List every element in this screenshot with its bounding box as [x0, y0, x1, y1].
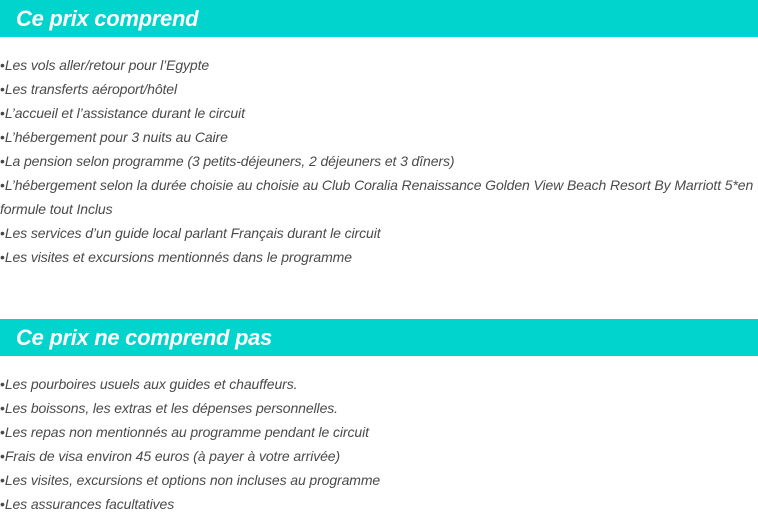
list-item: • Les repas non mentionnés au programme pendant le circuit: [0, 420, 758, 444]
included-title: Ce prix comprend: [16, 5, 199, 31]
list-item: • L’hébergement pour 3 nuits au Caire: [0, 125, 758, 149]
list-item: • L’accueil et l’assistance durant le circuit: [0, 101, 758, 125]
list-item: • Les vols aller/retour pour l’Egypte: [0, 53, 758, 77]
included-list: [0, 53, 758, 269]
list-item: • Les pourboires usuels aux guides et chauffeurs.: [0, 372, 758, 396]
list-item: • Les visites et excursions mentionnés dans le programme: [0, 245, 758, 269]
list-item: • L’hébergement selon la durée choisie au choisie au Club Coralia Renaissance Golden View Beach Resort By Marriott 5*en formule tout Inclus: [0, 173, 758, 221]
excluded-section: [0, 319, 758, 516]
list-item: • Frais de visa environ 45 euros (à payer à votre arrivée): [0, 444, 758, 468]
list-item: • Les visites, excursions et options non incluses au programme: [0, 468, 758, 492]
list-item: • La pension selon programme (3 petits-déjeuners, 2 déjeuners et 3 dîners): [0, 149, 758, 173]
included-header: [0, 0, 758, 37]
excluded-title: Ce prix ne comprend pas: [16, 324, 272, 350]
list-item: • Les boissons, les extras et les dépenses personnelles.: [0, 396, 758, 420]
list-item: • Les services d’un guide local parlant Français durant le circuit: [0, 221, 758, 245]
list-item: • Les transferts aéroport/hôtel: [0, 77, 758, 101]
list-item: • Les assurances facultatives: [0, 492, 758, 516]
excluded-list: [0, 372, 758, 516]
excluded-header: [0, 319, 758, 356]
